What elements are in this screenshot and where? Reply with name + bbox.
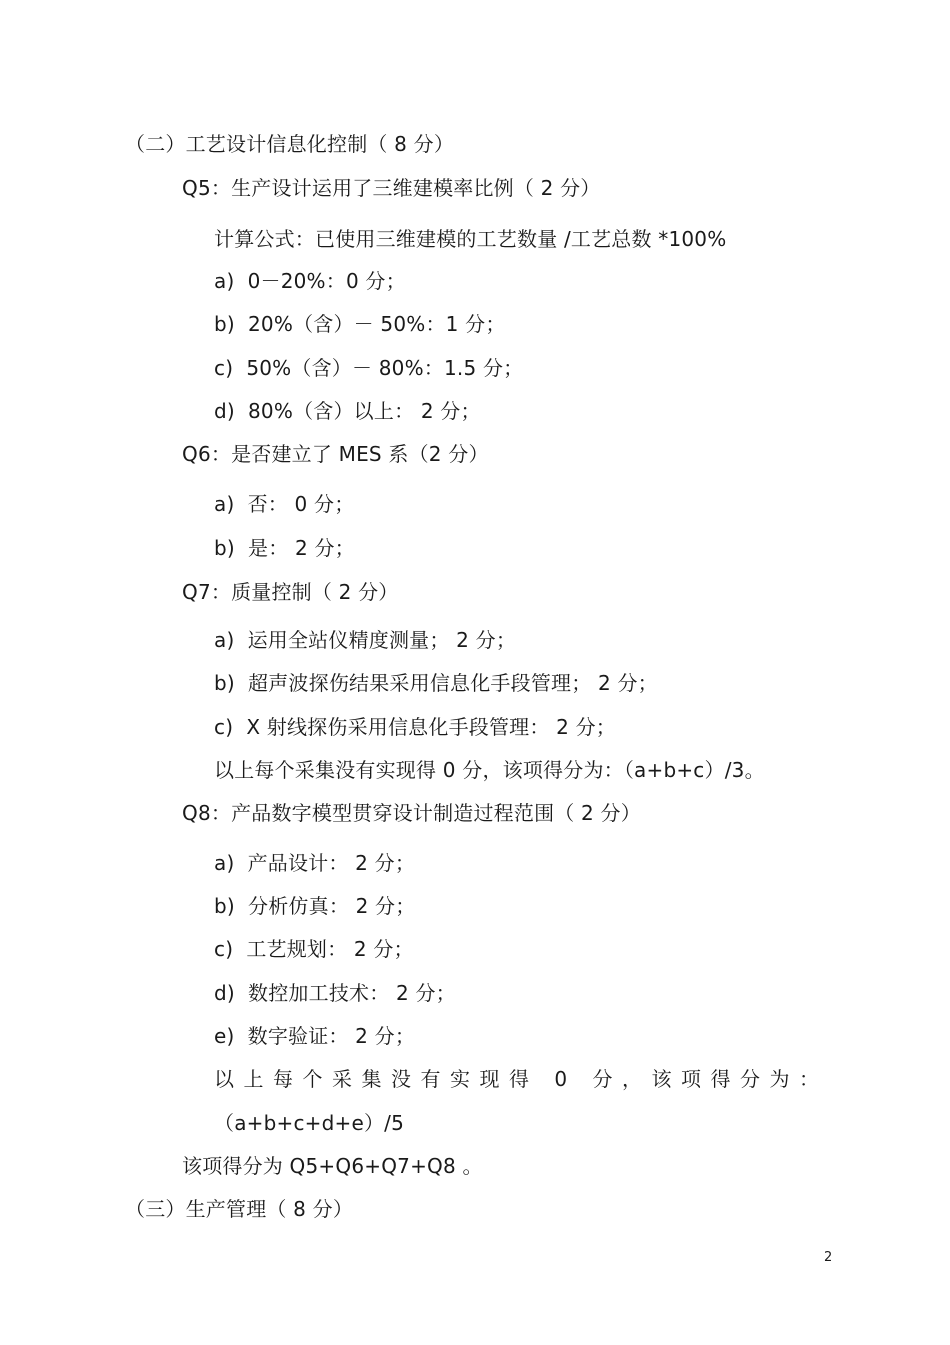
q8-option-c: c) 工艺规划： 2 分； xyxy=(214,937,414,961)
q7-option-a: a) 运用全站仪精度测量； 2 分； xyxy=(214,628,517,652)
q8-option-e: e) 数字验证： 2 分； xyxy=(214,1024,416,1048)
q8-option-a: a) 产品设计： 2 分； xyxy=(214,851,416,875)
q6-option-b: b) 是： 2 分； xyxy=(214,536,355,560)
question-q5: Q5：生产设计运用了三维建模率比例（ 2 分） xyxy=(182,176,601,200)
question-q7: Q7：质量控制（ 2 分） xyxy=(182,580,399,604)
total-score-note: 该项得分为 Q5+Q6+Q7+Q8 。 xyxy=(182,1154,483,1178)
section-heading-3: （三）生产管理（ 8 分） xyxy=(125,1197,354,1221)
formula-text: 计算公式：已使用三维建模的工艺数量 /工艺总数 *100% xyxy=(214,227,727,251)
q8-note: 以上每个采集没有实现得 0 分，该项得分为： xyxy=(214,1067,829,1091)
q8-option-b: b) 分析仿真： 2 分； xyxy=(214,894,416,918)
q5-option-d: d) 80%（含）以上： 2 分； xyxy=(214,399,481,423)
q5-option-a: a) 0－20%：0 分； xyxy=(214,269,406,293)
question-q8: Q8：产品数字模型贯穿设计制造过程范围（ 2 分） xyxy=(182,801,641,825)
q7-option-b: b) 超声波探伤结果采用信息化手段管理； 2 分； xyxy=(214,671,658,695)
q8-option-d: d) 数控加工技术： 2 分； xyxy=(214,981,456,1005)
q8-note-formula: （a+b+c+d+e）/5 xyxy=(214,1111,405,1135)
q5-option-c: c) 50%（含）－ 80%：1.5 分； xyxy=(214,356,524,380)
q7-option-c: c) X 射线探伤采用信息化手段管理： 2 分； xyxy=(214,715,617,739)
q6-option-a: a) 否： 0 分； xyxy=(214,492,355,516)
section-heading-2: （二）工艺设计信息化控制（ 8 分） xyxy=(125,132,455,156)
q7-note: 以上每个采集没有实现得 0 分，该项得分为：（a+b+c）/3。 xyxy=(214,758,765,782)
page-number: 2 xyxy=(824,1250,833,1265)
q5-option-b: b) 20%（含）－ 50%：1 分； xyxy=(214,312,506,336)
question-q6: Q6：是否建立了 MES 系（2 分） xyxy=(182,442,489,466)
